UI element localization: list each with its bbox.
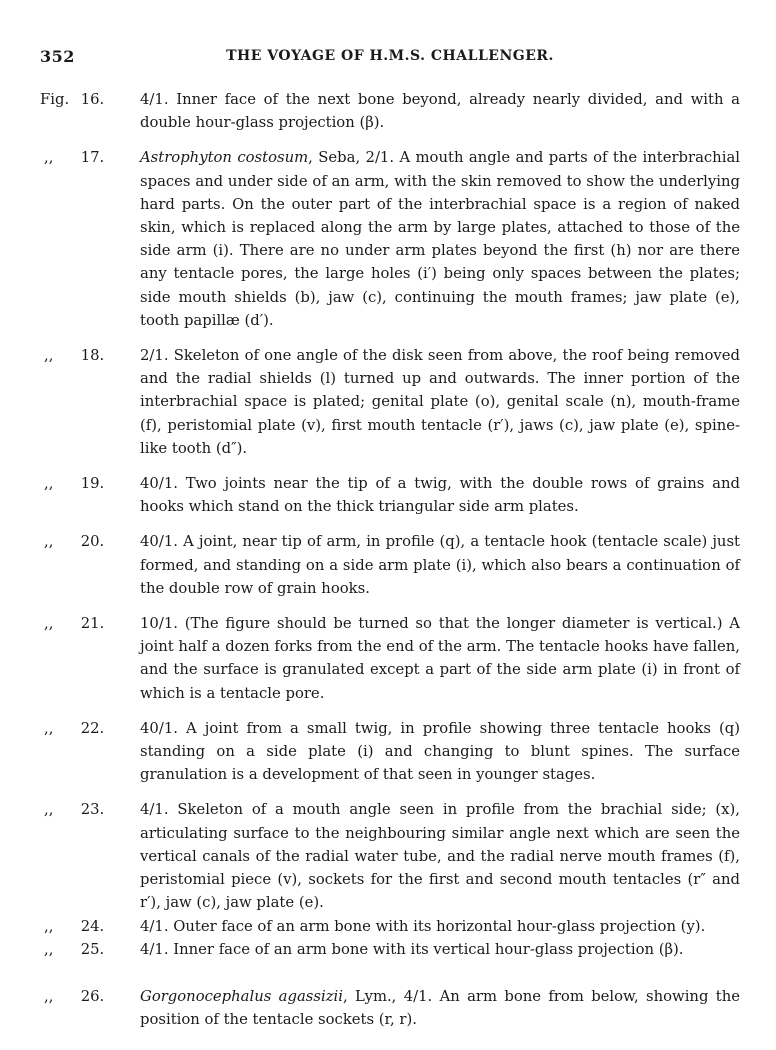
figure-caption-25 bbox=[40, 938, 740, 961]
scale: 4/1. bbox=[140, 91, 169, 108]
species-name: Gorgonocephalus agassizii bbox=[140, 987, 343, 1005]
figure-caption-26 bbox=[40, 985, 740, 1031]
scale: 2/1. bbox=[140, 347, 169, 365]
caption-text: A joint from a small twig, in profile showing three tentacle hooks (q) standing on a side plate (i) and changing to blunt spines. The surface granulation is a development of that seen in younger stages. bbox=[140, 719, 740, 784]
ditto-mark: ,, bbox=[44, 801, 54, 819]
figure-caption-18 bbox=[40, 344, 740, 460]
ditto-mark: ,, bbox=[44, 615, 54, 633]
fig-prefix: Fig. bbox=[40, 91, 70, 108]
figure-caption-21 bbox=[40, 612, 740, 705]
ditto-mark: ,, bbox=[44, 475, 54, 493]
figure-number: 25. bbox=[80, 940, 105, 958]
caption-text: , Lym., 4/1. An arm bone from below, showing the position of the tentacle sockets (r, r). bbox=[140, 987, 740, 1029]
figure-number: 22. bbox=[80, 719, 105, 737]
species-name: Astrophyton costosum bbox=[140, 149, 309, 167]
caption-text: (The figure should be turned so that the longer diameter is vertical.) A joint half a dozen forks from the end of the arm. The tentacle hooks have fallen, and the surface is granulated except a part of the side arm plate (i) in front of which is a tentacle pore. bbox=[140, 615, 740, 702]
figure-caption-16 bbox=[40, 88, 740, 134]
ditto-mark: ,, bbox=[44, 719, 54, 737]
page-number: 352 bbox=[40, 47, 75, 66]
running-title: THE VOYAGE OF H.M.S. CHALLENGER. bbox=[226, 48, 554, 64]
ditto-mark: ,, bbox=[44, 347, 54, 365]
page-header bbox=[40, 47, 740, 71]
figure-number: 17. bbox=[80, 149, 105, 167]
ditto-mark: ,, bbox=[44, 533, 54, 551]
caption-text: Inner face of an arm bone with its vertical hour-glass projection (β). bbox=[173, 940, 684, 958]
figure-caption-20 bbox=[40, 530, 740, 600]
caption-text: A joint, near tip of arm, in profile (q), a tentacle hook (tentacle scale) just formed, and standing on a side arm plate (i), which also bears a continuation of the double row of grain hooks. bbox=[140, 533, 740, 597]
scale: 4/1. bbox=[140, 940, 169, 958]
ditto-mark: ,, bbox=[44, 940, 54, 958]
caption-text: Skeleton of one angle of the disk seen from above, the roof being removed and the radial shields (l) turned up and outwards. The inner portion of the interbrachial space is plated; genital plate (o), genital scale (n), mouth-frame (f), peristomial plate (v), first mouth tentacle (r′), jaws (c), jaw plate (e), spine-like tooth (d″). bbox=[140, 347, 740, 457]
caption-text: Inner face of the next bone beyond, already nearly divided, and with a double hour-glass projection (β). bbox=[140, 91, 740, 132]
caption-text: Two joints near the tip of a twig, with the double rows of grains and hooks which stand on the thick triangular side arm plates. bbox=[140, 475, 740, 516]
figure-number: 21. bbox=[80, 615, 105, 633]
scale: 10/1. bbox=[140, 615, 178, 633]
figure-caption-19 bbox=[40, 472, 740, 518]
figure-number: 18. bbox=[80, 347, 105, 365]
figure-number: 19. bbox=[80, 475, 105, 493]
figure-number: 16. bbox=[80, 91, 105, 108]
caption-text: , Seba, 2/1. A mouth angle and parts of the interbrachial spaces and under side of an arm, with the skin removed to show the underlying hard parts. On the outer part of the interbrachial space is a region of naked skin, which is replaced along the arm by large plates, attached to those of the side arm (i). There are no under arm plates beyond the first (h) nor are there any tentacle pores, the large holes (i′) being only spaces between the plates; side mouth shields (b), jaw (c), continuing the mouth frames; jaw plate (e), tooth papillæ (d′). bbox=[140, 149, 740, 329]
figure-caption-17 bbox=[40, 146, 740, 332]
figure-number: 24. bbox=[80, 917, 105, 935]
figure-captions bbox=[40, 88, 740, 1043]
figure-number: 26. bbox=[80, 987, 105, 1005]
figure-number: 20. bbox=[80, 533, 105, 551]
scale: 4/1. bbox=[140, 801, 169, 819]
scale: 4/1. bbox=[140, 917, 169, 935]
ditto-mark: ,, bbox=[44, 917, 54, 935]
figure-caption-22 bbox=[40, 717, 740, 787]
scale: 40/1. bbox=[140, 533, 178, 551]
scale: 40/1. bbox=[140, 719, 178, 737]
scale: 40/1. bbox=[140, 475, 178, 493]
ditto-mark: ,, bbox=[44, 987, 54, 1005]
caption-text: Skeleton of a mouth angle seen in profile from the brachial side; (x), articulating surface to the neighbouring similar angle next which are seen the vertical canals of the radial water tube, and the radial nerve mouth frames (f), peristomial piece (v), sockets for the first and second mouth tentacles (r″ and r′), jaw (c), jaw plate (e). bbox=[140, 801, 740, 912]
ditto-mark: ,, bbox=[44, 149, 54, 167]
caption-text: Outer face of an arm bone with its horizontal hour-glass projection (y). bbox=[173, 917, 706, 935]
figure-caption-24 bbox=[40, 915, 740, 938]
figure-number: 23. bbox=[80, 801, 105, 819]
figure-caption-23 bbox=[40, 798, 740, 914]
